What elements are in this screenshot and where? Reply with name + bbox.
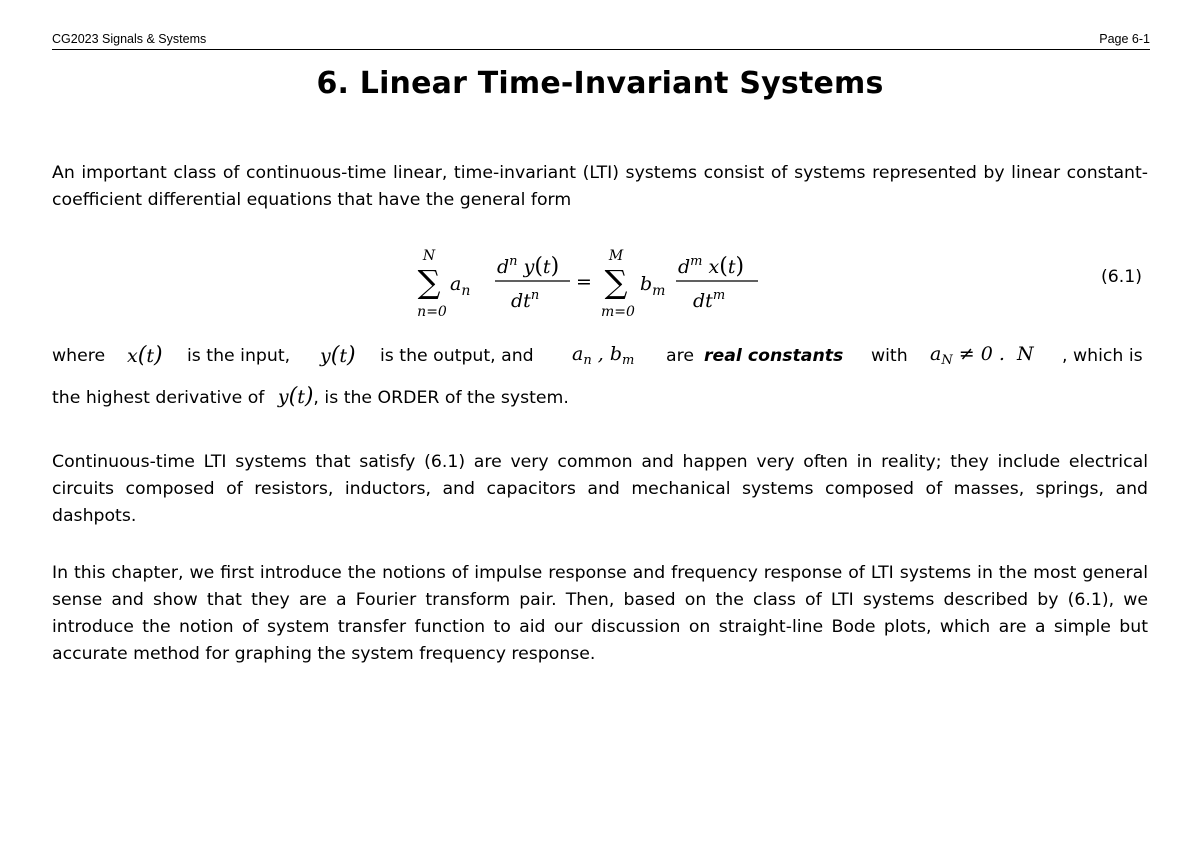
page-number: Page 6-1 <box>1099 32 1150 46</box>
definition-line-2 <box>52 384 569 409</box>
course-name: CG2023 Signals & Systems <box>52 32 207 46</box>
equation-number: (6.1) <box>1101 267 1142 287</box>
chapter-overview-paragraph: In this chapter, we first introduce the notions of impulse response and frequency response of LTI systems in the most general sense and show that they are a Fourier transform pair. Then, based on the class of LTI systems described by (6.1), we introduce the notion of system transfer function to aid our discussion on straight-line Bode plots, which are a simple but accurate method for graphing the system frequency response. <box>52 563 1148 664</box>
running-header <box>52 31 1150 50</box>
sum-lower-limit-left: n=0 <box>417 304 447 320</box>
rhs-numerator: $d^m$ x(t) <box>678 254 745 279</box>
lhs-numerator: $d^n$ y(t) <box>497 254 560 279</box>
lhs-denominator: $dt^n$ <box>511 288 540 312</box>
rhs-denominator: $dt^m$ <box>693 288 726 312</box>
sum-lower-limit-right: m=0 <box>601 304 635 320</box>
sum-upper-limit-m: M <box>608 248 624 264</box>
are-word: are <box>666 346 694 366</box>
equals-sign: = <box>576 271 592 293</box>
highest-derivative-text: the highest derivative of <box>52 388 265 408</box>
real-constants-emphasis: real constants <box>704 346 844 366</box>
sum-symbol-right: ∑ <box>604 263 628 301</box>
math-x-of-t: x(t) <box>127 343 163 368</box>
definition-line <box>52 343 1148 376</box>
math-y-of-t: y(t) <box>320 343 356 368</box>
which-is-text: , which is <box>1062 346 1143 366</box>
math-aN-nonzero: $a_N \ne 0$ . N <box>930 343 1034 368</box>
chapter-title: 6. Linear Time-Invariant Systems <box>316 66 884 101</box>
sum-symbol-left: ∑ <box>417 263 441 301</box>
coefficient-a-n: $a_n$ <box>450 273 471 299</box>
intro-paragraph: An important class of continuous-time linear, time-invariant (LTI) systems consist of systems represented by linear constant-coefficient differential equations that have the general form <box>52 163 1148 210</box>
order-text: , is the ORDER of the system. <box>313 388 569 408</box>
equation-6-1 <box>410 240 780 322</box>
sum-upper-limit-n: N <box>422 248 436 264</box>
math-y-of-t-2: y(t) <box>277 384 314 409</box>
output-text: is the output, and <box>380 346 534 366</box>
where-word: where <box>52 346 106 366</box>
with-word: with <box>871 346 908 366</box>
input-text: is the input, <box>187 346 291 366</box>
applications-paragraph: Continuous-time LTI systems that satisfy (6.1) are very common and happen very often in reality; they include electrical circuits composed of resistors, inductors, and capacitors and mechanical systems composed of masses, springs, and dashpots. <box>52 452 1148 526</box>
math-an-bm: $a_n$ , $b_m$ <box>572 343 635 368</box>
coefficient-b-m: $b_m$ <box>640 273 666 299</box>
